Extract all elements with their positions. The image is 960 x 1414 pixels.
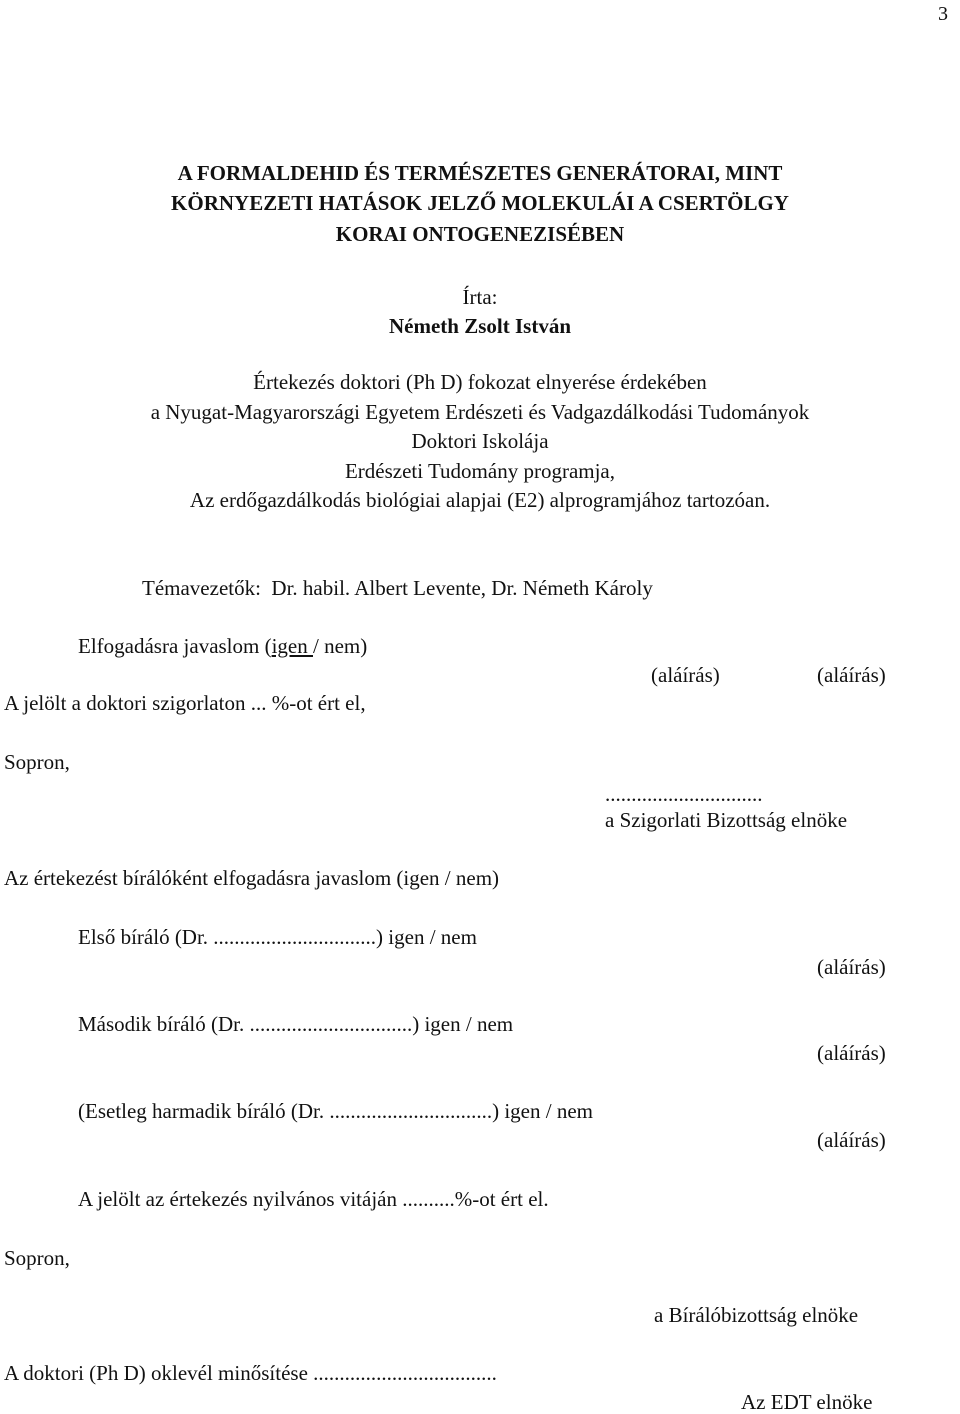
author-name: Németh Zsolt István: [389, 314, 571, 338]
reviewer-3: (Esetleg harmadik bíráló (Dr. ...............................) igen / nem: [78, 1099, 593, 1123]
sopron-label-2: Sopron,: [4, 1246, 70, 1270]
exam-result: A jelölt a doktori szigorlaton ... %-ot ért el,: [4, 691, 366, 715]
signature-label-1: (aláírás): [651, 663, 720, 687]
exam-chair-dots: ..............................: [605, 782, 763, 806]
defense-result: A jelölt az értekezés nyilvános vitáján ..........%-ot ért el.: [78, 1187, 549, 1211]
diploma-rating: A doktori (Ph D) oklevél minősítése ...................................: [4, 1361, 497, 1385]
purpose-line-3: Doktori Iskolája: [411, 429, 549, 453]
title-line-2: KÖRNYEZETI HATÁSOK JELZŐ MOLEKULÁI A CSERTÖLGY: [171, 191, 789, 215]
author-label: Írta:: [462, 285, 498, 309]
purpose-line-2: a Nyugat-Magyarországi Egyetem Erdészeti és Vadgazdálkodási Tudományok: [150, 400, 810, 424]
title-line-1: A FORMALDEHID ÉS TERMÉSZETES GENERÁTORAI, MINT: [177, 161, 783, 185]
review-intro: Az értekezést bírálóként elfogadásra javaslom (igen / nem): [4, 866, 500, 890]
reviewer-3-signature: (aláírás): [817, 1128, 886, 1152]
signature-label-2: (aláírás): [817, 663, 886, 687]
purpose-line-5: Az erdőgazdálkodás biológiai alapjai (E2) alprogramjához tartozóan.: [189, 488, 771, 512]
reviewer-2-signature: (aláírás): [817, 1041, 886, 1065]
committee-chair-title: a Bírálóbizottság elnöke: [654, 1303, 859, 1327]
supervisors: Témavezetők: Dr. habil. Albert Levente, Dr. Németh Károly: [142, 576, 653, 600]
purpose-line-1: Értekezés doktori (Ph D) fokozat elnyerése érdekében: [253, 370, 707, 394]
page-number: 3: [938, 3, 948, 25]
acceptance-suffix: / nem): [313, 634, 368, 658]
acceptance-recommendation: [78, 636, 367, 657]
acceptance-prefix: Elfogadásra javaslom (: [78, 634, 272, 658]
exam-chair-title: a Szigorlati Bizottság elnöke: [605, 808, 848, 832]
purpose-line-4: Erdészeti Tudomány programja,: [344, 459, 616, 483]
sopron-label-1: Sopron,: [4, 750, 70, 774]
reviewer-1-signature: (aláírás): [817, 955, 886, 979]
reviewer-1: Első bíráló (Dr. ...............................) igen / nem: [78, 925, 477, 949]
title-line-3: KORAI ONTOGENEZISÉBEN: [335, 222, 625, 246]
acceptance-yes: igen: [271, 634, 313, 658]
reviewer-2: Második bíráló (Dr. ...............................) igen / nem: [78, 1012, 514, 1036]
edt-chair-title: Az EDT elnöke: [741, 1390, 873, 1414]
